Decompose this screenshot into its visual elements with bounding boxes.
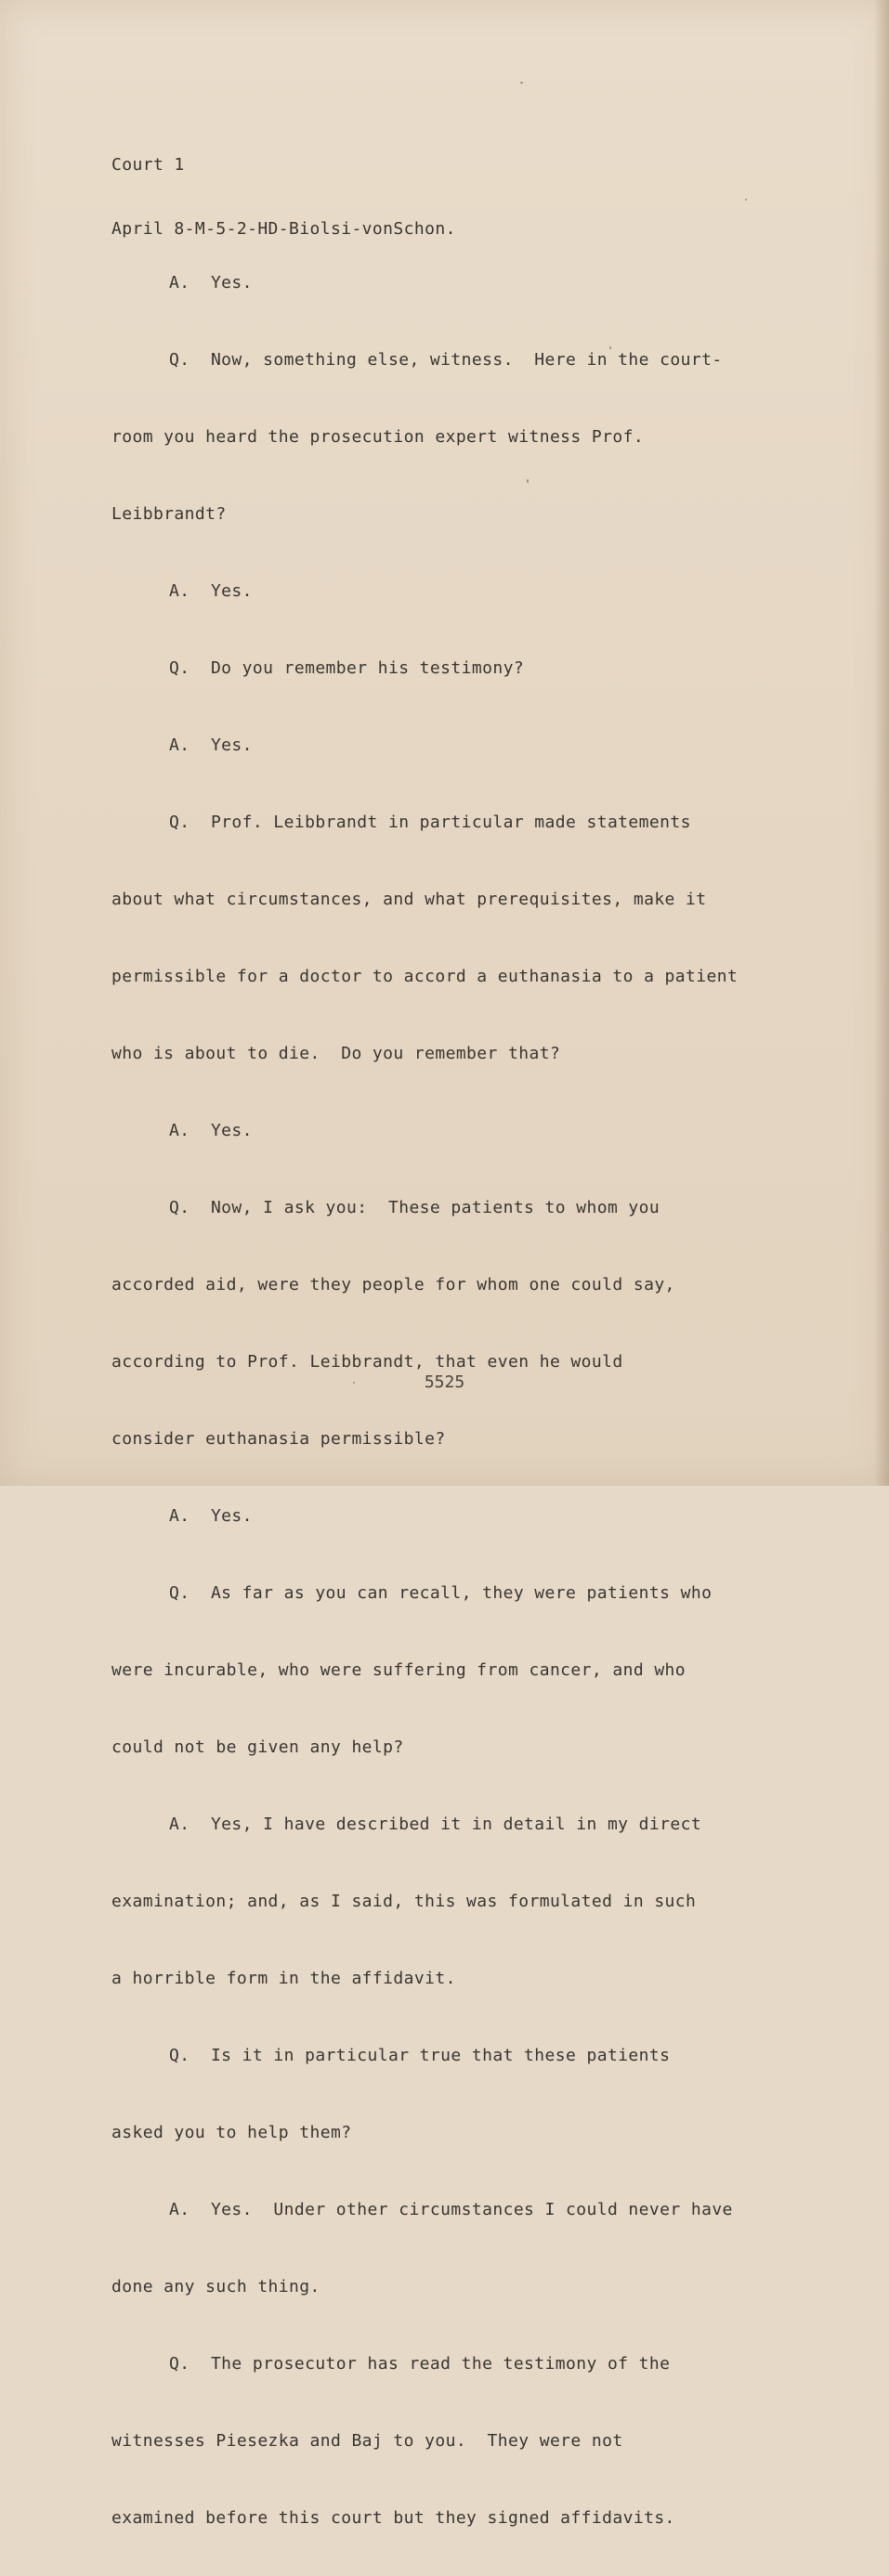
paper-speck <box>745 199 747 201</box>
transcript-line: A. Yes. <box>169 1121 253 1140</box>
transcript-line: permissible for a doctor to accord a euthanasia to a patient <box>111 967 739 986</box>
transcript-line: accorded aid, were they people for whom one could say, <box>111 1275 675 1295</box>
transcript-line: examined before this court but they signed affidavits. <box>111 2508 675 2528</box>
transcript-line: Leibbrandt? <box>111 504 227 524</box>
paper-speck <box>520 82 523 84</box>
transcript-line: Q. The prosecutor has read the testimony of the <box>169 2354 671 2374</box>
paper-speck <box>527 479 529 483</box>
transcript-line: about what circumstances, and what prerequisites, make it <box>111 890 707 909</box>
transcript-line: witnesses Piesezka and Baj to you. They were not <box>111 2431 623 2451</box>
transcript-line: Q. Is it in particular true that these patients <box>169 2046 671 2065</box>
transcript-line: Q. Now, I ask you: These patients to whom you <box>169 1198 660 1217</box>
transcript-body <box>111 225 817 2576</box>
transcript-line: who is about to die. Do you remember that? <box>111 1044 561 1063</box>
transcript-line: Q. As far as you can recall, they were patients who <box>169 1583 713 1603</box>
transcript-line: could not be given any help? <box>111 1737 404 1757</box>
transcript-line: A. Yes. <box>169 273 253 293</box>
transcript-line: Q. Prof. Leibbrandt in particular made statements <box>169 813 691 832</box>
paper-speck <box>609 346 611 349</box>
transcript-line: done any such thing. <box>111 2277 320 2296</box>
transcript-line: were incurable, who were suffering from cancer, and who <box>111 1660 686 1680</box>
transcript-line: room you heard the prosecution expert witness Prof. <box>111 427 645 447</box>
transcript-line: A. Yes. <box>169 735 253 755</box>
transcript-line: A. Yes. Under other circumstances I could never have <box>169 2200 733 2219</box>
transcript-line: Q. Now, something else, witness. Here in the court- <box>169 350 723 370</box>
paper-edge <box>874 0 889 1486</box>
header-court: Court 1 <box>111 155 185 175</box>
transcript-line: asked you to help them? <box>111 2123 352 2142</box>
transcript-line: A. Yes. <box>169 581 253 601</box>
transcript-line: according to Prof. Leibbrandt, that even he would <box>111 1352 623 1372</box>
transcript-line: Q. Do you remember his testimony? <box>169 658 525 678</box>
page-number: 5525 <box>424 1373 465 1392</box>
transcript-line: A. Yes, I have described it in detail in my direct <box>169 1815 702 1834</box>
paper-speck <box>353 1382 355 1384</box>
transcript-line: a horrible form in the affidavit. <box>111 1969 456 1988</box>
header-reference: April 8-M-5-2-HD-Biolsi-vonSchon. <box>111 219 456 239</box>
transcript-line: consider euthanasia permissible? <box>111 1429 446 1449</box>
transcript-line: A. Yes. <box>169 1506 253 1526</box>
transcript-line: examination; and, as I said, this was formulated in such <box>111 1892 697 1911</box>
